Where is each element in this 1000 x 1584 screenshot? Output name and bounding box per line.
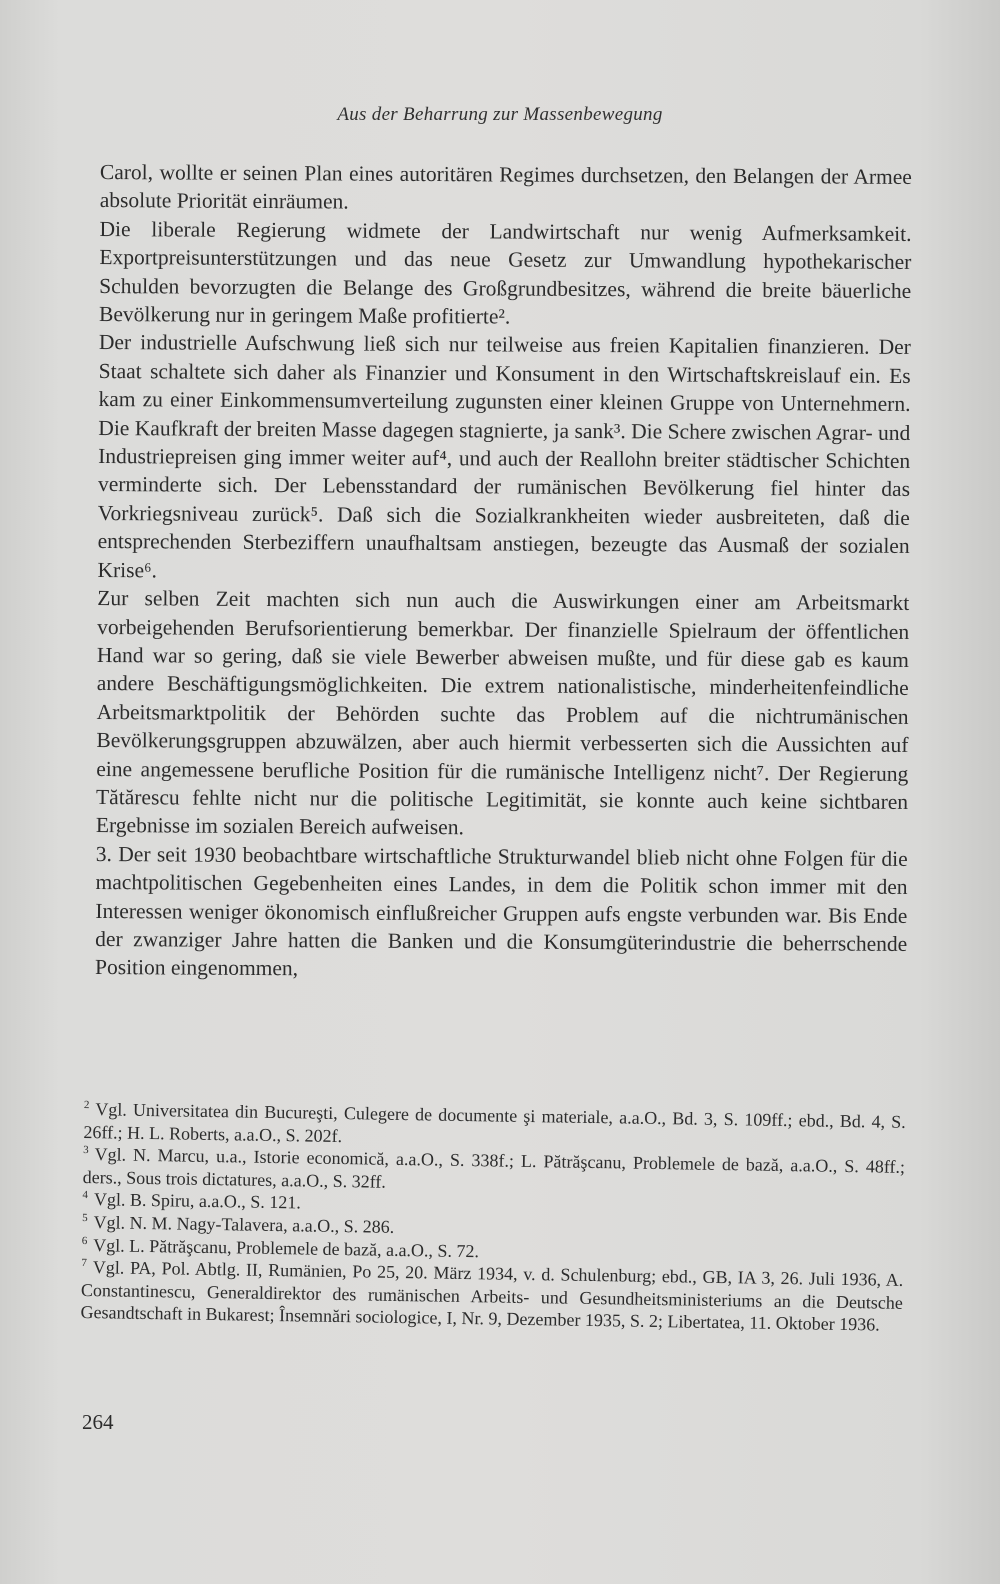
footnote-text: Vgl. N. M. Nagy-Talavera, a.a.O., S. 286. xyxy=(93,1212,395,1237)
footnote-text: Vgl. L. Pătrăşcanu, Problemele de bază, a.a.O., S. 72. xyxy=(93,1234,480,1261)
footnote-mark: 3 xyxy=(83,1144,89,1157)
body-paragraph: Zur selben Zeit machten sich nun auch die Auswirkungen einer am Arbeitsmarkt vorbeigehenden Berufsorientierung bemerkbar. Der finanzielle Spielraum der öffentlichen Hand war so gering, daß sie viele Bewerber abweisen mußte, und für diese gab es kaum andere Beschäftigungsmöglichkeiten. Die extrem nationalistische, minderheitenfeindliche Arbeitsmarktpolitik der Behörden suchte das Problem auf die nichtrumänischen Bevölkerungsgruppen abzuwälzen, aber auch hiermit verbesserten sich die Aussichten auf eine angemessene berufliche Position für die rumänische Intelligenz nicht⁷. Der Regierung Tătărescu fehlte nicht nur die politische Legitimität, sie konnte auch keine sichtbaren Ergebnisse im sozialen Bereich aufweisen. xyxy=(95,586,910,840)
footnote-text: Vgl. N. Marcu, u.a., Istorie economică, a.a.O., S. 338f.; L. Pătrăşcanu, Problemele de bază, a.a.O., S. 48ff.; ders., Sous trois dictatures, a.a.O., S. 32ff. xyxy=(82,1144,906,1192)
footnote-text: Vgl. PA, Pol. Abtlg. II, Rumänien, Po 25, 20. März 1934, v. d. Schulenburg; ebd., GB, IA 3, 26. Juli 1936, A. Constantinescu, Generaldirektor des rumänischen Arbeits- und Gesundheitsministeriums an die Deutsche Gesandtschaft in Bukarest; Însemnări sociologice, I, Nr. 9, Dezember 1935, S. 2; Libertatea, 11. Oktober 1936. xyxy=(80,1257,904,1335)
body-paragraph: Carol, wollte er seinen Plan eines autoritären Regimes durchsetzen, den Belangen der Armee absolute Priorität einräumen. xyxy=(99,159,912,214)
footnote-text: Vgl. Universitatea din Bucureşti, Culegere de documente şi materiale, a.a.O., Bd. 3, S. 109ff.; ebd., Bd. 4, S. 26ff.; H. L. Roberts, a.a.O., S. 202f. xyxy=(83,1099,906,1146)
running-head: Aus der Beharrung zur Massenbewegung xyxy=(337,104,663,125)
body-paragraph: 3. Der seit 1930 beobachtbare wirtschaftliche Strukturwandel blieb nicht ohne Folgen für die machtpolitischen Gegebenheiten eines Landes, in dem die Politik schon immer mit den Interessen weniger ökonomisch einflußreicher Gruppen aufs engste verbunden war. Bis Ende der zwanziger Jahre hatten die Banken und die Konsumgüterindustrie die beherrschende Position eingenommen, xyxy=(94,841,908,981)
footnote-mark: 7 xyxy=(81,1257,87,1270)
body-text xyxy=(95,158,912,987)
footnotes xyxy=(80,1098,905,1337)
body-paragraph: Die liberale Regierung widmete der Landwirtschaft nur wenig Aufmerksamkeit. Exportpreisunterstützungen und das neue Gesetz zur Umwandlung hypothekarischer Schulden bevorzugten die Belange des Großgrundbesitzes, während die breite bäuerliche Bevölkerung nur in geringem Maße profitierte². xyxy=(98,216,912,329)
footnote xyxy=(80,1256,903,1337)
page-number: 264 xyxy=(82,1410,114,1434)
footnote-mark: 5 xyxy=(82,1211,88,1225)
footnote-text: Vgl. B. Spiru, a.a.O., S. 121. xyxy=(93,1189,302,1213)
footnote-mark: 4 xyxy=(82,1189,89,1202)
body-paragraph: Der industrielle Aufschwung ließ sich nur teilweise aus freien Kapitalien finanzieren. Der Staat schaltete sich daher als Finanzier und Konsument in den Wirtschaftskreislauf ein. Es kam zu einer Einkommensumverteilung zugunsten einer kleinen Gruppe von Unternehmern. Die Kaufkraft der breiten Masse dagegen stagnierte, ja sank³. Die Schere zwischen Agrar- und Industriepreisen ging immer weiter auf⁴, und auch der Reallohn breiter städtischer Schichten verminderte sich. Der Lebensstandard der rumänischen Bevölkerung fiel hinter das Vorkriegsniveau zurück⁵. Daß sich die Sozialkrankheiten wieder ausbreiteten, daß die entsprechenden Sterbeziffern unaufhaltsam anstiegen, bezeugte das Ausmaß der sozialen Krise⁶. xyxy=(97,330,911,583)
footnote-mark: 6 xyxy=(81,1234,88,1247)
footnote-mark: 2 xyxy=(83,1098,90,1112)
